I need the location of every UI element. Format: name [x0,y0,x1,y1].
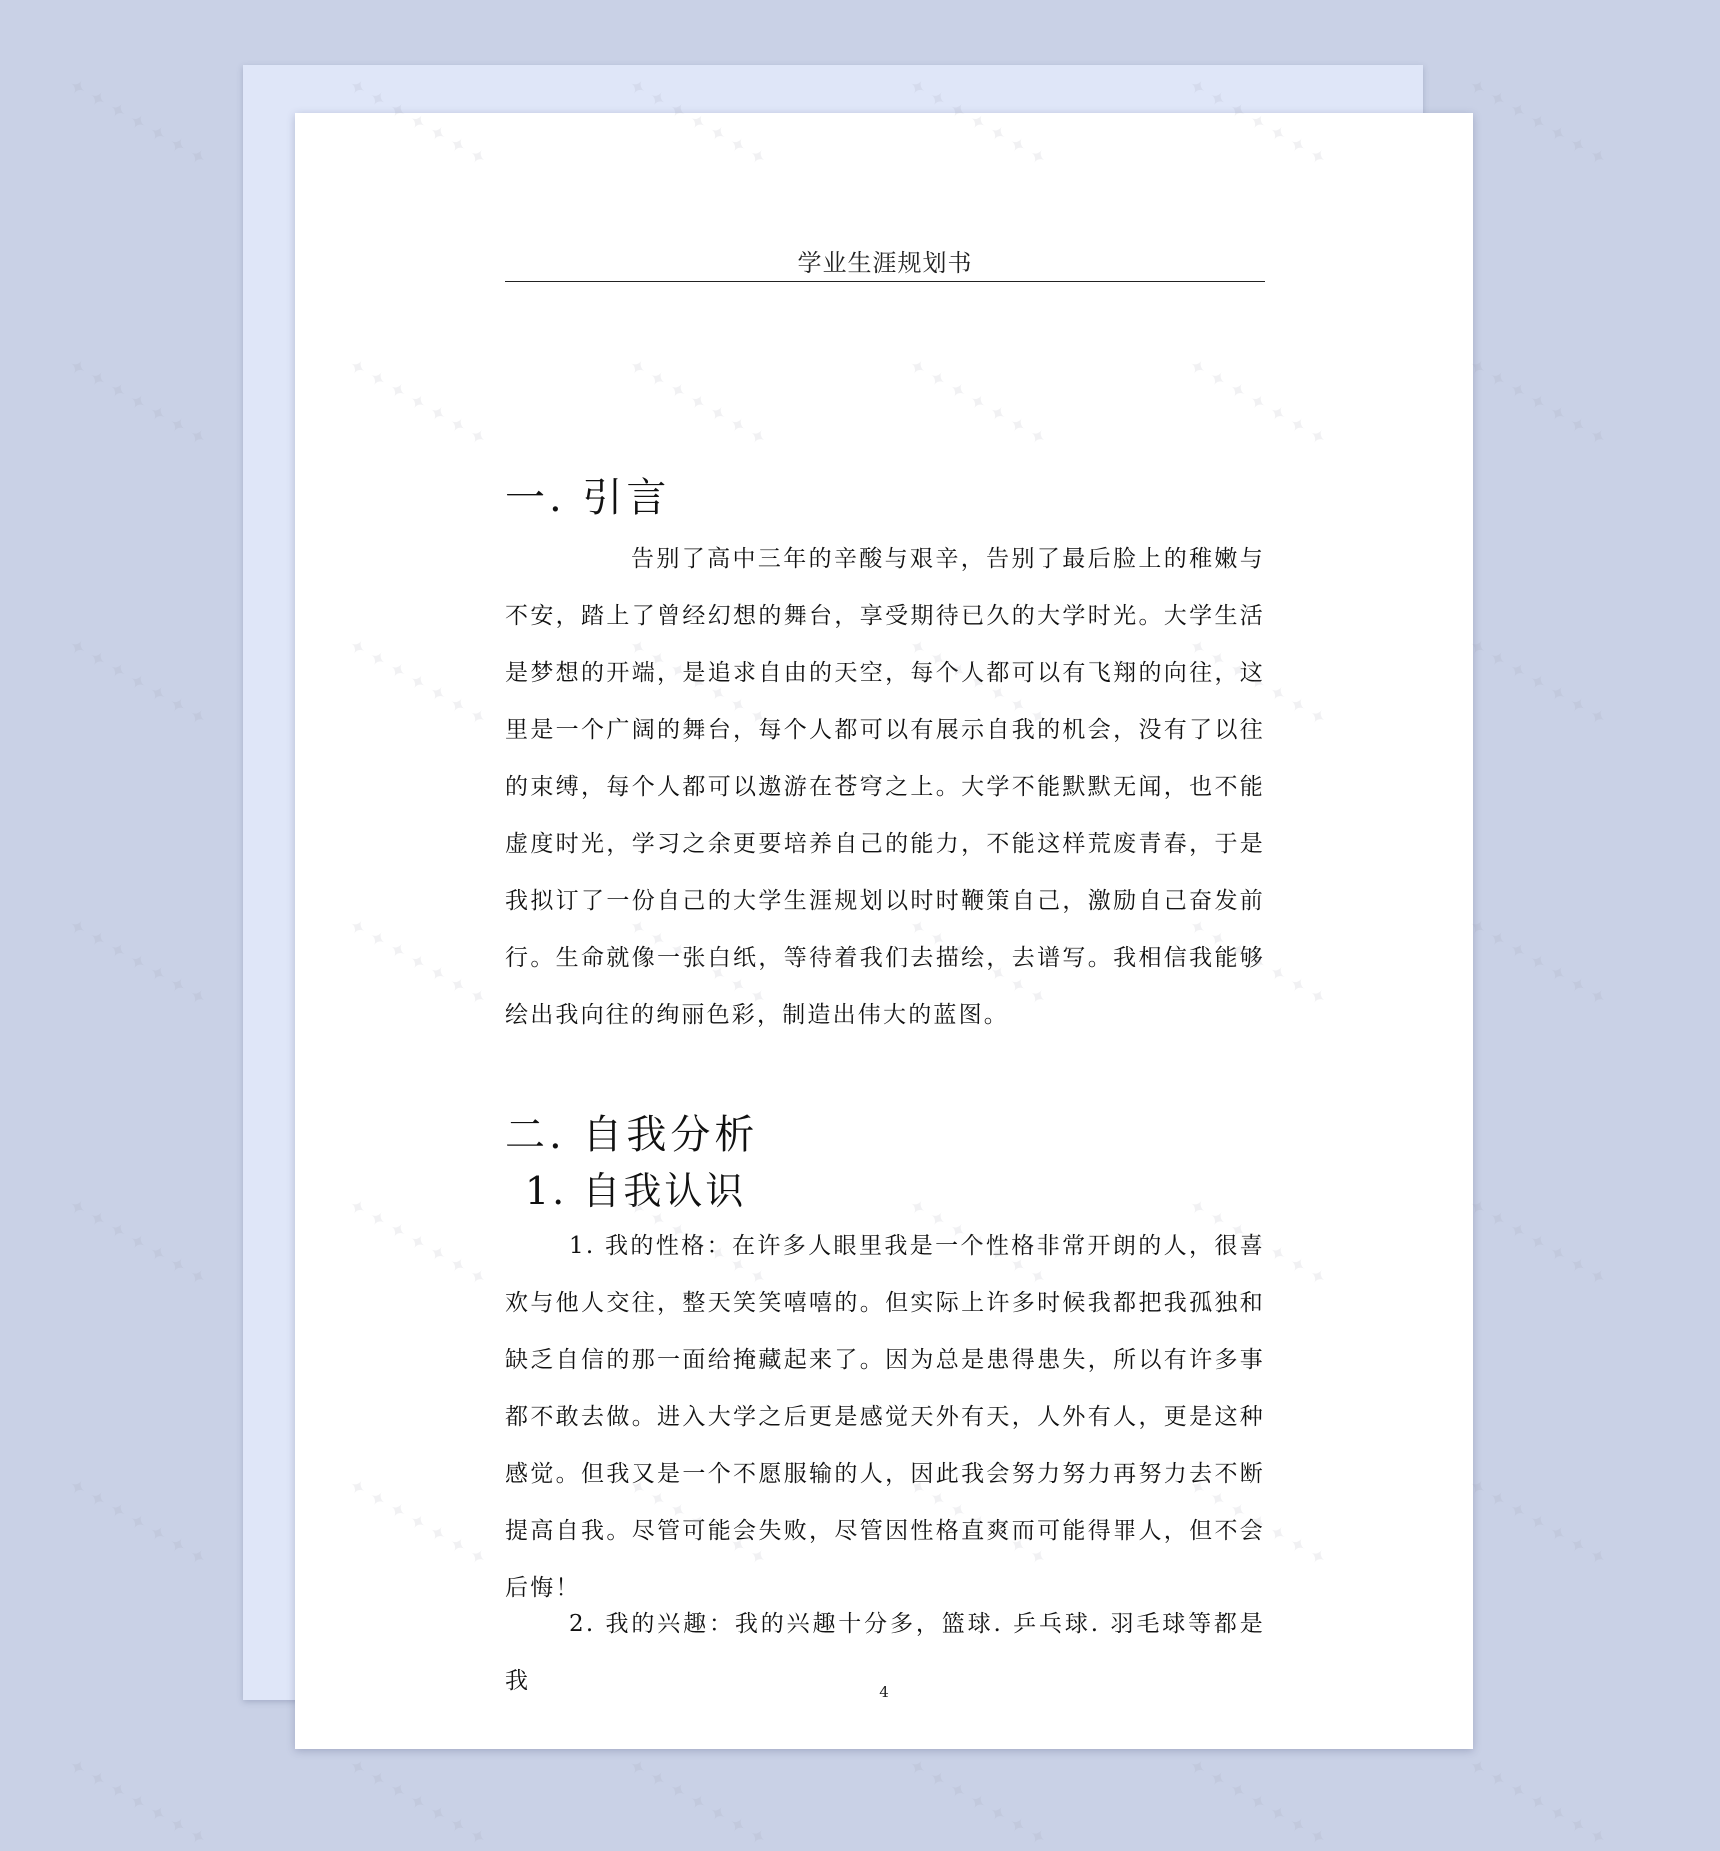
watermark-mark: ✦ ✦ ✦ ✦ ✦ ✦ ✦ [64,632,212,732]
watermark-mark: ✦ ✦ ✦ ✦ ✦ ✦ ✦ [1184,1752,1332,1851]
watermark-mark: ✦ ✦ ✦ ✦ ✦ ✦ ✦ [624,1752,772,1851]
watermark-mark: ✦ ✦ ✦ ✦ ✦ ✦ ✦ [1464,1192,1612,1292]
watermark-mark: ✦ ✦ ✦ ✦ ✦ ✦ ✦ [64,1752,212,1851]
page-header-title: 学业生涯规划书 [797,249,973,277]
watermark-mark: ✦ ✦ ✦ ✦ ✦ ✦ ✦ [64,1472,212,1572]
subheading-self-knowledge: 1. 自我认识 [525,1169,747,1213]
watermark-mark: ✦ ✦ ✦ ✦ ✦ ✦ ✦ [1464,72,1612,172]
page-number: 4 [879,1683,889,1701]
watermark-mark: ✦ ✦ ✦ ✦ ✦ ✦ ✦ [64,72,212,172]
watermark-mark: ✦ ✦ ✦ ✦ ✦ ✦ ✦ [1464,632,1612,732]
watermark-mark: ✦ ✦ ✦ ✦ ✦ ✦ ✦ [1464,912,1612,1012]
section-heading-introduction: 一. 引言 [505,475,671,521]
watermark-mark: ✦ ✦ ✦ ✦ ✦ ✦ ✦ [344,1752,492,1851]
document-page [295,113,1473,1749]
header-rule [505,281,1265,282]
watermark-mark: ✦ ✦ ✦ ✦ ✦ ✦ ✦ [904,1752,1052,1851]
introduction-paragraph: 告别了高中三年的辛酸与艰辛，告别了最后脸上的稚嫩与不安，踏上了曾经幻想的舞台，享受期待已久的大学时光。大学生活是梦想的开端，是追求自由的天空，每个人都可以有飞翔的向往，这里是一个广阔的舞台，每个人都可以有展示自我的机会，没有了以往的束缚，每个人都可以遨游在苍穹之上。大学不能默默无闻，也不能虚度时光，学习之余更要培养自己的能力，不能这样荒废青春，于是我拟订了一份自己的大学生涯规划以时时鞭策自己，激励自己奋发前行。生命就像一张白纸，等待着我们去描绘，去谱写。我相信我能够绘出我向往的绚丽色彩，制造出伟大的蓝图。 [505,546,1265,1028]
interests-paragraph: 2. 我的兴趣：我的兴趣十分多，篮球. 乒乓球. 羽毛球等都是我 [505,1611,1265,1694]
watermark-mark: ✦ ✦ ✦ ✦ ✦ ✦ ✦ [64,1192,212,1292]
watermark-mark: ✦ ✦ ✦ ✦ ✦ ✦ ✦ [1464,352,1612,452]
personality-paragraph: 1. 我的性格：在许多人眼里我是一个性格非常开朗的人，很喜欢与他人交往，整天笑笑嘻嘻的。但实际上许多时候我都把我孤独和缺乏自信的那一面给掩藏起来了。因为总是患得患失，所以有许多事都不敢去做。进入大学之后更是感觉天外有天，人外有人，更是这种感觉。但我又是一个不愿服输的人，因此我会努力努力再努力去不断提高自我。尽管可能会失败，尽管因性格直爽而可能得罪人，但不会后悔！ [505,1233,1265,1601]
watermark-mark: ✦ ✦ ✦ ✦ ✦ ✦ ✦ [64,912,212,1012]
watermark-mark: ✦ ✦ ✦ ✦ ✦ ✦ ✦ [64,352,212,452]
watermark-mark: ✦ ✦ ✦ ✦ ✦ ✦ ✦ [1464,1752,1612,1851]
watermark-mark: ✦ ✦ ✦ ✦ ✦ ✦ ✦ [1464,1472,1612,1572]
section-heading-self-analysis: 二. 自我分析 [505,1112,759,1158]
